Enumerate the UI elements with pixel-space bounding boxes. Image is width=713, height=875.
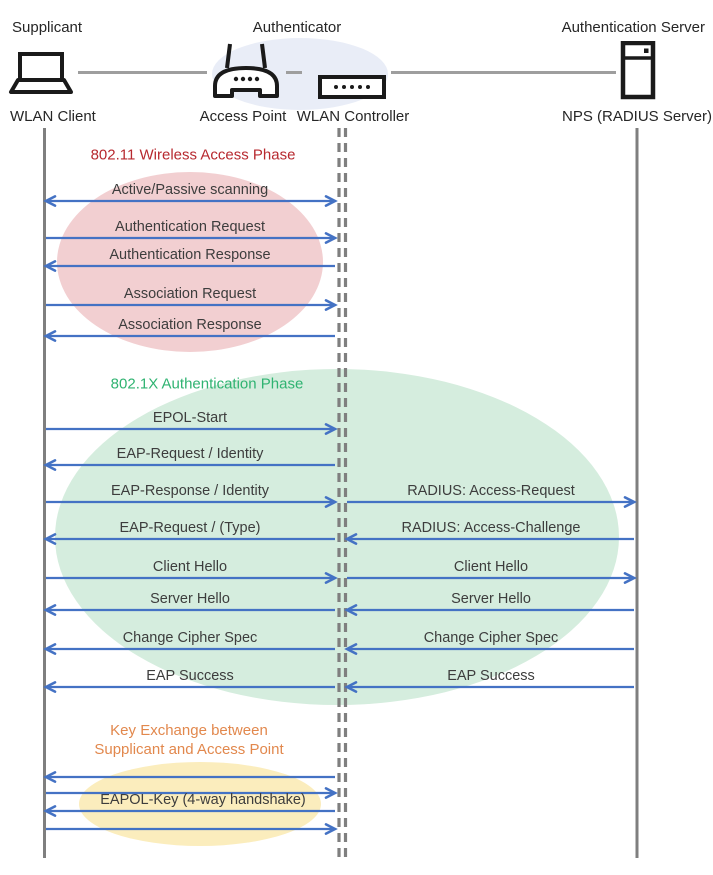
- message-label: Server Hello: [451, 591, 531, 607]
- message-label: Active/Passive scanning: [111, 182, 269, 198]
- message-label: Server Hello: [150, 591, 230, 607]
- message-label: RADIUS: Access-Request: [407, 483, 575, 499]
- phase-title-wireless-access: [91, 146, 296, 165]
- phase-title-line: Supplicant and Access Point: [94, 741, 284, 758]
- message-label: Authentication Request: [115, 219, 265, 235]
- message-label: EAPOL-Key (4-way handshake): [100, 792, 306, 808]
- phase-title-line: 802.1X Authentication Phase: [110, 375, 304, 393]
- phase-title-key-exchange: [94, 721, 283, 759]
- message-label: Change Cipher Spec: [122, 630, 258, 646]
- message-label: Client Hello: [453, 559, 529, 575]
- message-label: Authentication Response: [109, 247, 271, 263]
- message-label: EAP Success: [447, 668, 535, 684]
- device-label-wlan-client: WLAN Client: [10, 108, 96, 125]
- role-label-supplicant: Supplicant: [12, 19, 83, 36]
- message-label: Client Hello: [152, 559, 228, 575]
- message-label: Association Response: [118, 317, 262, 333]
- laptop-icon: [8, 52, 74, 96]
- message-label: EPOL-Start: [152, 410, 228, 426]
- device-label-nps-radius-server: NPS (RADIUS Server): [561, 108, 713, 125]
- device-label-access-point: Access Point: [199, 108, 287, 125]
- role-label-authenticator: Authenticator: [252, 19, 342, 36]
- message-label: EAP-Request / (Type): [119, 520, 261, 536]
- wlan-controller-icon: [317, 74, 387, 100]
- message-label: EAP-Request / Identity: [116, 446, 264, 462]
- message-label: RADIUS: Access-Challenge: [401, 520, 581, 536]
- phase-title-line: 802.11 Wireless Access Phase: [90, 146, 296, 164]
- phase-title-line: Key Exchange between: [110, 722, 268, 739]
- phase-title-dot1x-authentication: [111, 375, 304, 394]
- message-label: Association Request: [123, 286, 257, 302]
- access-point-icon: [211, 40, 281, 100]
- server-icon: [620, 41, 656, 101]
- message-label: Change Cipher Spec: [423, 630, 559, 646]
- phase-ellipse-dot1x-authentication: [55, 369, 619, 705]
- device-label-wlan-controller: WLAN Controller: [296, 108, 410, 125]
- message-label: EAP-Response / Identity: [111, 483, 269, 499]
- message-label: EAP Success: [146, 668, 234, 684]
- role-label-authentication-server: Authentication Server: [561, 19, 705, 36]
